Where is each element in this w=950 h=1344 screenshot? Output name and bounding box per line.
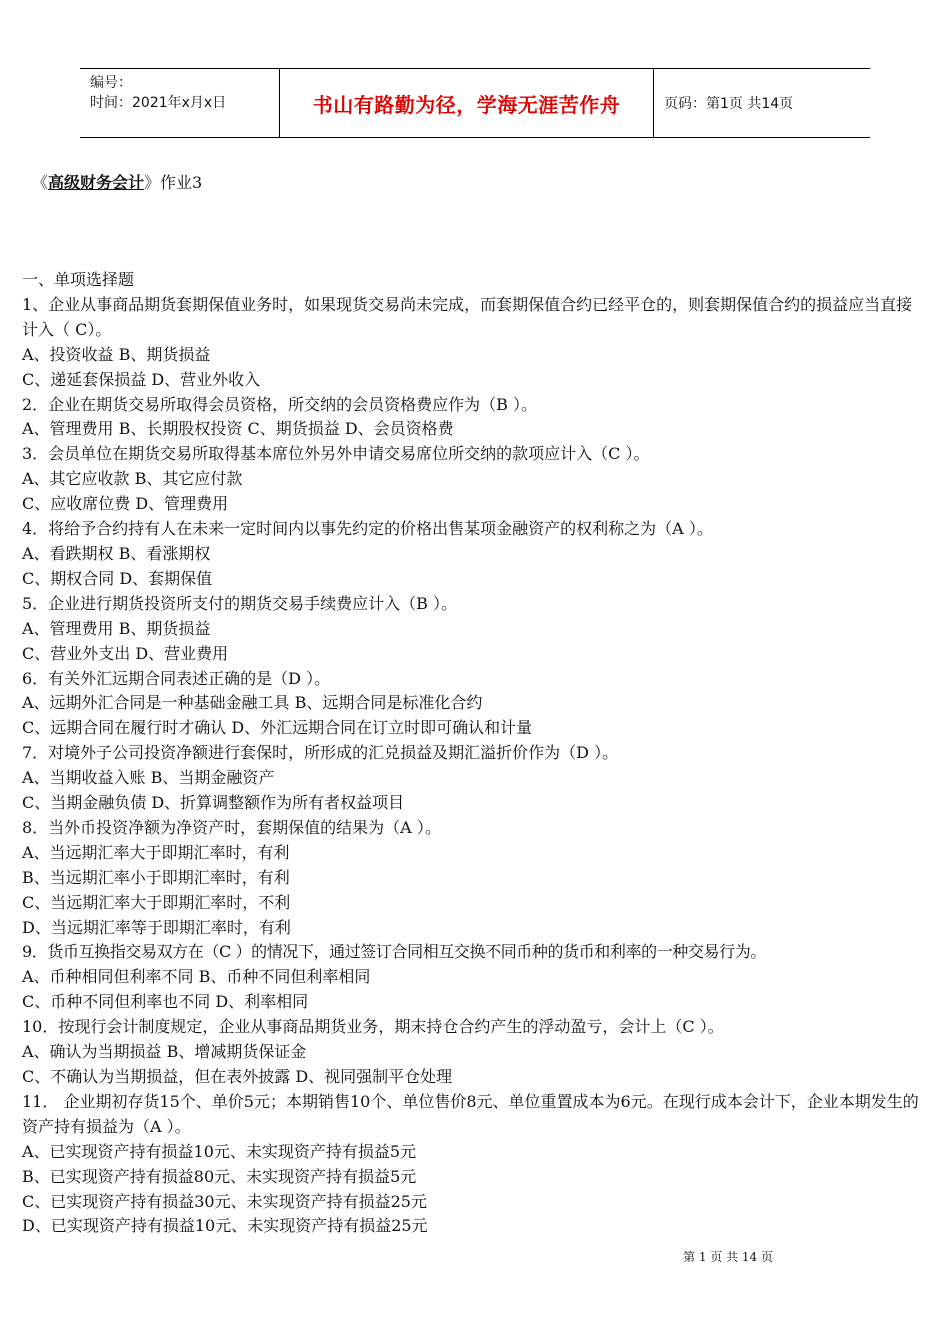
options-line: C、远期合同在履行时才确认 D、外汇远期合同在订立时即可确认和计量 (22, 718, 533, 738)
question-8: 8．当外币投资净额为净资产时，套期保值的结果为（A ）。 (22, 817, 441, 837)
time-label: 时间：2021年x月x日 (90, 95, 227, 111)
title-emphasis: 高级财务会计 (48, 173, 145, 192)
options-line: C、已实现资产持有损益30元、未实现资产持有损益25元 (22, 1191, 427, 1211)
options-line: A、已实现资产持有损益10元、未实现资产持有损益5元 (22, 1141, 417, 1161)
options-line: C、期权合同 D、套期保值 (22, 568, 213, 588)
question-10: 10．按现行会计制度规定，企业从事商品期货业务，期末持仓合约产生的浮动盈亏，会计上（C ）。 (22, 1017, 724, 1037)
options-line: A、币种相同但利率不同 B、币种不同但利率相同 (22, 967, 371, 987)
options-line: A、投资收益 B、期货损益 (22, 344, 211, 364)
options-line: A、看跌期权 B、看涨期权 (22, 543, 211, 563)
page-label: 页码：第1页 共14页 (664, 96, 794, 112)
options-line: C、不确认为当期损益，但在表外披露 D、视同强制平仓处理 (22, 1067, 453, 1086)
question-7: 7．对境外子公司投资净额进行套保时，所形成的汇兑损益及期汇溢折价作为（D ）。 (22, 743, 619, 763)
options-line: A、远期外汇合同是一种基础金融工具 B、远期合同是标准化合约 (22, 693, 483, 713)
question-11: 11． 企业期初存货15个、单价5元；本期销售10个、单位售价8元、单位重置成本为6元。在现行成本会计下，企业本期发生的资产持有损益为（A ）。 (22, 1091, 919, 1136)
options-line: A、确认为当期损益 B、增减期货保证金 (22, 1042, 307, 1062)
question-1: 1、企业从事商品期货套期保值业务时，如果现货交易尚未完成，而套期保值合约已经平仓的，则套期保值合约的损益应当直接计入（ C）。 (22, 294, 913, 339)
options-line: C、当期金融负债 D、折算调整额作为所有者权益项目 (22, 793, 405, 813)
question-6: 6．有关外汇远期合同表述正确的是（D ）。 (22, 668, 331, 688)
options-line: A、当远期汇率大于即期汇率时，有利 (22, 842, 290, 862)
question-3: 3．会员单位在期货交易所取得基本席位外另外申请交易席位所交纳的款项应计入（C ）。 (22, 444, 650, 464)
document-title (32, 170, 202, 193)
options-line: B、已实现资产持有损益80元、未实现资产持有损益5元 (22, 1166, 417, 1186)
options-line: A、其它应收款 B、其它应付款 (22, 469, 243, 489)
header-left-cell (80, 69, 280, 137)
question-2: 2．企业在期货交易所取得会员资格，所交纳的会员资格费应作为（B ）。 (22, 394, 538, 414)
question-4: 4．将给予合约持有人在未来一定时间内以事先约定的价格出售某项金融资产的权利称之为（A ）。 (22, 519, 713, 539)
options-line: C、币种不同但利率也不同 D、利率相同 (22, 992, 309, 1012)
options-line: A、管理费用 B、长期股权投资 C、期货损益 D、会员资格费 (22, 419, 454, 439)
options-line: C、递延套保损益 D、营业外收入 (22, 369, 261, 389)
options-line: A、管理费用 B、期货损益 (22, 618, 211, 638)
page-footer: 第 1 页 共 14 页 (683, 1250, 773, 1264)
options-line: C、应收席位费 D、管理费用 (22, 494, 229, 514)
number-label: 编号： (90, 75, 132, 91)
title-open: 《 (32, 173, 49, 192)
options-line: D、当远期汇率等于即期汇率时，有利 (22, 917, 291, 937)
title-close: 》作业3 (144, 173, 203, 192)
header-table (80, 68, 870, 138)
options-line: C、当远期汇率大于即期汇率时，不利 (22, 892, 291, 912)
question-5: 5．企业进行期货投资所支付的期货交易手续费应计入（B ）。 (22, 593, 458, 613)
document-body (22, 268, 926, 1239)
question-9: 9．货币互换指交易双方在（C ）的情况下，通过签订合同相互交换不同币种的货币和利率的一种交易行为。 (22, 942, 766, 962)
motto: 书山有路勤为径，学海无涯苦作舟 (280, 69, 654, 137)
options-line: B、当远期汇率小于即期汇率时，有利 (22, 867, 290, 887)
options-line: C、营业外支出 D、营业费用 (22, 643, 229, 663)
section-heading: 一、单项选择题 (22, 270, 135, 289)
options-line: D、已实现资产持有损益10元、未实现资产持有损益25元 (22, 1216, 428, 1236)
options-line: A、当期收益入账 B、当期金融资产 (22, 768, 275, 788)
